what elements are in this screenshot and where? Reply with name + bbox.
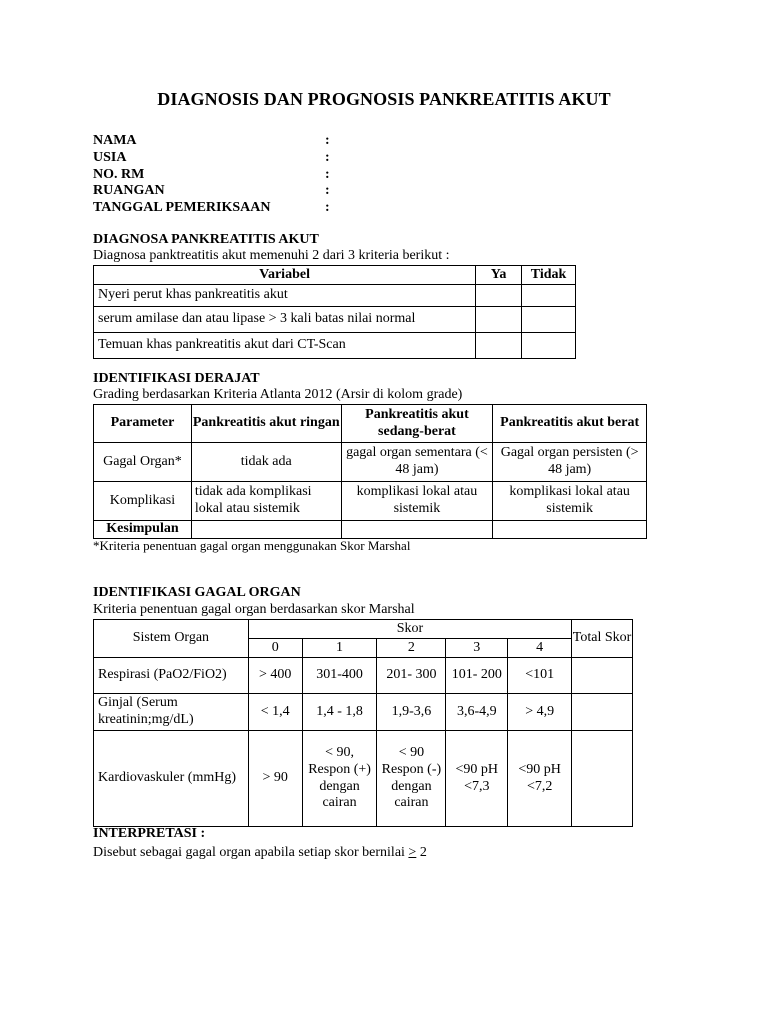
score-cell[interactable]: > 90 xyxy=(248,731,302,827)
diagnosis-subtitle: Diagnosa panktreatitis akut memenuhi 2 dari 3 kriteria berikut : xyxy=(93,248,450,263)
table-header-row xyxy=(94,620,633,639)
criterion-cell: Temuan khas pankreatitis akut dari CT-Scan xyxy=(94,333,476,359)
column-header-ya: Ya xyxy=(476,266,522,285)
total-score-cell[interactable] xyxy=(572,658,633,694)
score-cell[interactable]: <90 pH <7,3 xyxy=(446,731,508,827)
identity-label: USIA xyxy=(93,149,127,165)
score-cell[interactable]: 201- 300 xyxy=(377,658,446,694)
score-header: 3 xyxy=(446,639,508,658)
score-cell[interactable]: 301-400 xyxy=(302,658,377,694)
column-header-total-skor: Total Skor xyxy=(572,620,633,658)
identity-label: TANGGAL PEMERIKSAAN xyxy=(93,200,271,216)
grading-subtitle: Grading berdasarkan Kriteria Atlanta 2012 (Arsir di kolom grade) xyxy=(93,387,463,402)
column-header-berat: Pankreatitis akut berat xyxy=(493,405,647,443)
score-cell[interactable]: 1,4 - 1,8 xyxy=(302,694,377,731)
interpretation-threshold: 2 xyxy=(416,845,427,860)
table-row xyxy=(94,658,633,694)
identity-row-ruangan xyxy=(93,183,345,200)
ya-checkbox-cell[interactable] xyxy=(476,285,522,307)
identity-row-nama xyxy=(93,133,345,150)
identity-label: RUANGAN xyxy=(93,183,165,199)
table-header-row xyxy=(94,266,576,285)
organ-system-cell: Kardiovaskuler (mmHg) xyxy=(94,731,249,827)
identity-row-usia xyxy=(93,150,345,167)
score-cell[interactable]: < 1,4 xyxy=(248,694,302,731)
greater-equal-operator: > xyxy=(408,845,417,860)
score-cell[interactable]: 3,6-4,9 xyxy=(446,694,508,731)
table-row xyxy=(94,521,647,539)
organ-system-cell: Respirasi (PaO2/FiO2) xyxy=(94,658,249,694)
criterion-cell: serum amilase dan atau lipase > 3 kali batas nilai normal xyxy=(94,307,476,333)
interpretation-sentence: Disebut sebagai gagal organ apabila setiap skor bernilai xyxy=(93,845,405,860)
interpretation-text xyxy=(93,845,427,862)
score-cell[interactable]: <101 xyxy=(508,658,572,694)
identity-colon: : xyxy=(325,166,330,182)
identity-colon: : xyxy=(325,183,330,199)
identity-colon: : xyxy=(325,133,330,148)
score-cell[interactable]: > 4,9 xyxy=(508,694,572,731)
kesimpulan-label: Kesimpulan xyxy=(94,521,192,539)
table-row xyxy=(94,694,633,731)
score-cell[interactable]: 1,9-3,6 xyxy=(377,694,446,731)
grading-footnote: *Kriteria penentuan gagal organ menggunakan Skor Marshal xyxy=(93,538,411,553)
score-cell[interactable]: < 90, Respon (+) dengan cairan xyxy=(302,731,377,827)
diagnosis-heading: DIAGNOSA PANKREATITIS AKUT xyxy=(93,232,319,247)
score-header: 4 xyxy=(508,639,572,658)
table-row xyxy=(94,443,647,482)
column-header-skor: Skor xyxy=(248,620,571,639)
marshal-subtitle: Kriteria penentuan gagal organ berdasarkan skor Marshal xyxy=(93,602,415,617)
grading-table xyxy=(93,404,647,539)
score-header: 0 xyxy=(248,639,302,658)
interpretation-heading: INTERPRETASI : xyxy=(93,826,206,841)
parameter-cell: Gagal Organ* xyxy=(94,443,192,482)
column-header-variabel: Variabel xyxy=(94,266,476,285)
grade-cell-ringan[interactable]: tidak ada komplikasi lokal atau sistemik xyxy=(191,482,341,521)
tidak-checkbox-cell[interactable] xyxy=(522,307,576,333)
identity-row-no-rm xyxy=(93,167,345,184)
grade-cell-sedang[interactable]: komplikasi lokal atau sistemik xyxy=(341,482,493,521)
tidak-checkbox-cell[interactable] xyxy=(522,285,576,307)
organ-system-cell: Ginjal (Serum kreatinin;mg/dL) xyxy=(94,694,249,731)
total-score-cell[interactable] xyxy=(572,694,633,731)
column-header-parameter: Parameter xyxy=(94,405,192,443)
score-header: 2 xyxy=(377,639,446,658)
table-row xyxy=(94,333,576,359)
identity-colon: : xyxy=(325,200,330,216)
ya-checkbox-cell[interactable] xyxy=(476,333,522,359)
score-cell[interactable]: > 400 xyxy=(248,658,302,694)
table-header-row xyxy=(94,405,647,443)
criterion-cell: Nyeri perut khas pankreatitis akut xyxy=(94,285,476,307)
grade-cell-berat[interactable]: komplikasi lokal atau sistemik xyxy=(493,482,647,521)
table-row xyxy=(94,731,633,827)
grade-cell-ringan[interactable]: tidak ada xyxy=(191,443,341,482)
column-header-tidak: Tidak xyxy=(522,266,576,285)
identity-row-tanggal xyxy=(93,200,345,217)
kesimpulan-cell-sedang[interactable] xyxy=(341,521,493,539)
total-score-cell[interactable] xyxy=(572,731,633,827)
table-row xyxy=(94,285,576,307)
grade-cell-sedang[interactable]: gagal organ sementara (< 48 jam) xyxy=(341,443,493,482)
grading-heading: IDENTIFIKASI DERAJAT xyxy=(93,371,260,386)
table-row xyxy=(94,307,576,333)
column-header-sedang-berat: Pankreatitis akut sedang-berat xyxy=(341,405,493,443)
tidak-checkbox-cell[interactable] xyxy=(522,333,576,359)
patient-identity xyxy=(93,133,345,217)
marshal-heading: IDENTIFIKASI GAGAL ORGAN xyxy=(93,585,301,600)
table-row xyxy=(94,482,647,521)
score-cell[interactable]: 101- 200 xyxy=(446,658,508,694)
marshal-score-table xyxy=(93,619,633,827)
diagnosis-table xyxy=(93,265,576,359)
ya-checkbox-cell[interactable] xyxy=(476,307,522,333)
parameter-cell: Komplikasi xyxy=(94,482,192,521)
column-header-sistem-organ: Sistem Organ xyxy=(94,620,249,658)
score-header: 1 xyxy=(302,639,377,658)
page-title: DIAGNOSIS DAN PROGNOSIS PANKREATITIS AKUT xyxy=(157,89,611,109)
grade-cell-berat[interactable]: Gagal organ persisten (> 48 jam) xyxy=(493,443,647,482)
score-cell[interactable]: <90 pH <7,2 xyxy=(508,731,572,827)
identity-label: NO. RM xyxy=(93,166,145,182)
column-header-ringan: Pankreatitis akut ringan xyxy=(191,405,341,443)
identity-colon: : xyxy=(325,149,330,165)
score-cell[interactable]: < 90 Respon (-) dengan cairan xyxy=(377,731,446,827)
identity-label: NAMA xyxy=(93,133,137,148)
kesimpulan-cell-ringan[interactable] xyxy=(191,521,341,539)
kesimpulan-cell-berat[interactable] xyxy=(493,521,647,539)
